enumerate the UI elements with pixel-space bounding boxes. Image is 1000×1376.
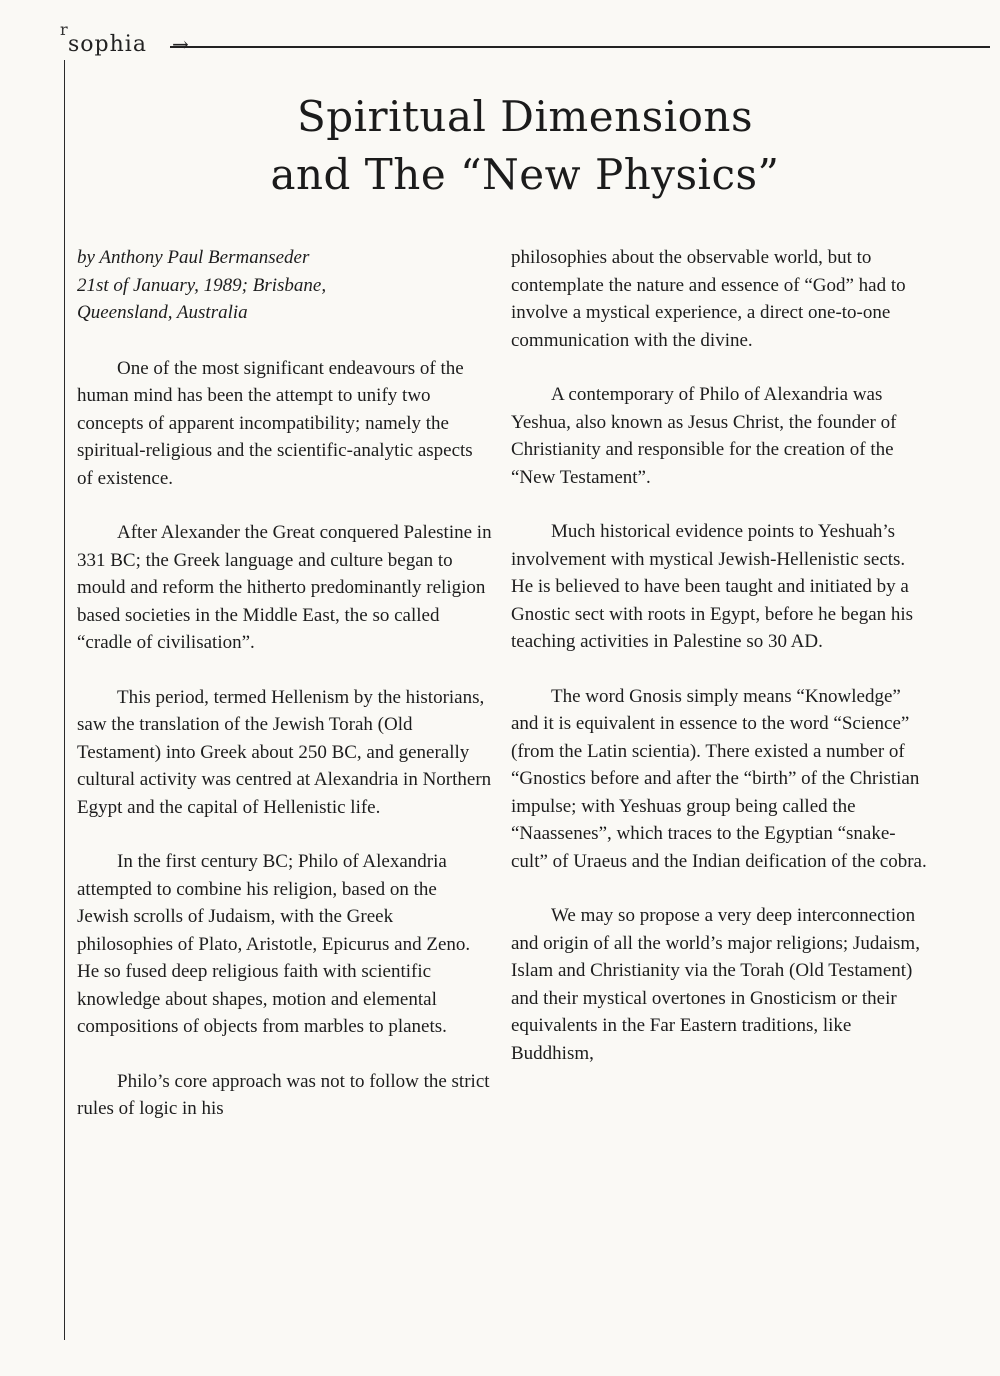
paragraph-1: One of the most significant endeavours of the human mind has been the attempt to unify two concepts of apparent incompatibility; namely the spiritual-religious and the scientific-analytic aspects of existence. (77, 357, 473, 489)
byline-date: 21st of January, 1989; Brisbane, (77, 274, 327, 296)
corner-mark: r (60, 20, 68, 39)
article-title (60, 88, 990, 204)
paragraph-6: A contemporary of Philo of Alexandria was Yeshua, also known as Jesus Christ, the founder of Christianity and responsible for the creation of the “New Testament”. (511, 384, 897, 488)
title-line-2: and The “New Physics” (270, 150, 780, 199)
title-line-1: Spiritual Dimensions (296, 92, 754, 141)
byline-place: Queensland, Australia (77, 302, 248, 323)
column-right (511, 244, 931, 1094)
paragraph-5: Philo’s core approach was not to follow the strict rules of logic in his (77, 1070, 490, 1119)
paragraph-2: After Alexander the Great conquered Palestine in 331 BC; the Greek language and culture began to mould and reform the hitherto predominantly religion based societies in the Middle East, the so called “cradle of civilisation”. (77, 522, 492, 653)
header-rule (170, 46, 990, 48)
page-header (60, 20, 990, 64)
byline (77, 244, 492, 327)
column-left (77, 244, 492, 1150)
arrow-right-icon: → (172, 32, 189, 56)
paragraph-3: This period, termed Hellenism by the historians, saw the translation of the Jewish Torah (Old Testament) into Greek about 250 BC, and generally cultural activity was centred at Alexandria in Northern Egypt and the capital of Hellenistic life. (77, 686, 492, 818)
paragraph-8: The word Gnosis simply means “Knowledge” and it is equivalent in essence to the word “Science” (from the Latin scientia). There existed a number of “Gnostics before and after the “birth” of the Christian impulse; with Yeshuas group being called the “Naassenes”, which traces to the Egyptian “snake-cult” of Uraeus and the Indian deification of the cobra. (511, 685, 927, 872)
paragraph-9: We may so propose a very deep interconnection and origin of all the world’s major religions; Judaism, Islam and Christianity via the Torah (Old Testament) and their mystical overtones in Gnosticism or their equivalents in the Far Eastern traditions, like Buddhism, (511, 905, 920, 1064)
margin-rule (64, 60, 65, 1340)
paragraph-4: In the first century BC; Philo of Alexandria attempted to combine his religion, based on the Jewish scrolls of Judaism, with the Greek philosophies of Plato, Aristotle, Epicurus and Zeno. He so fused deep religious faith with scientific knowledge about shapes, motion and elemental compositions of objects from marbles to planets. (77, 851, 471, 1037)
paragraph-5-continued: philosophies about the observable world, but to contemplate the nature and essence of “God” had to involve a mystical experience, a direct one-to-one communication with the divine. (511, 247, 906, 351)
byline-author: by Anthony Paul Bermanseder (77, 247, 310, 268)
paragraph-7: Much historical evidence points to Yeshuah’s involvement with mystical Jewish-Hellenistic sects. He is believed to have been taught and initiated by a Gnostic sect with roots in Egypt, before he began his teaching activities in Palestine so 30 AD. (511, 521, 914, 652)
section-name: sophia (68, 32, 147, 57)
